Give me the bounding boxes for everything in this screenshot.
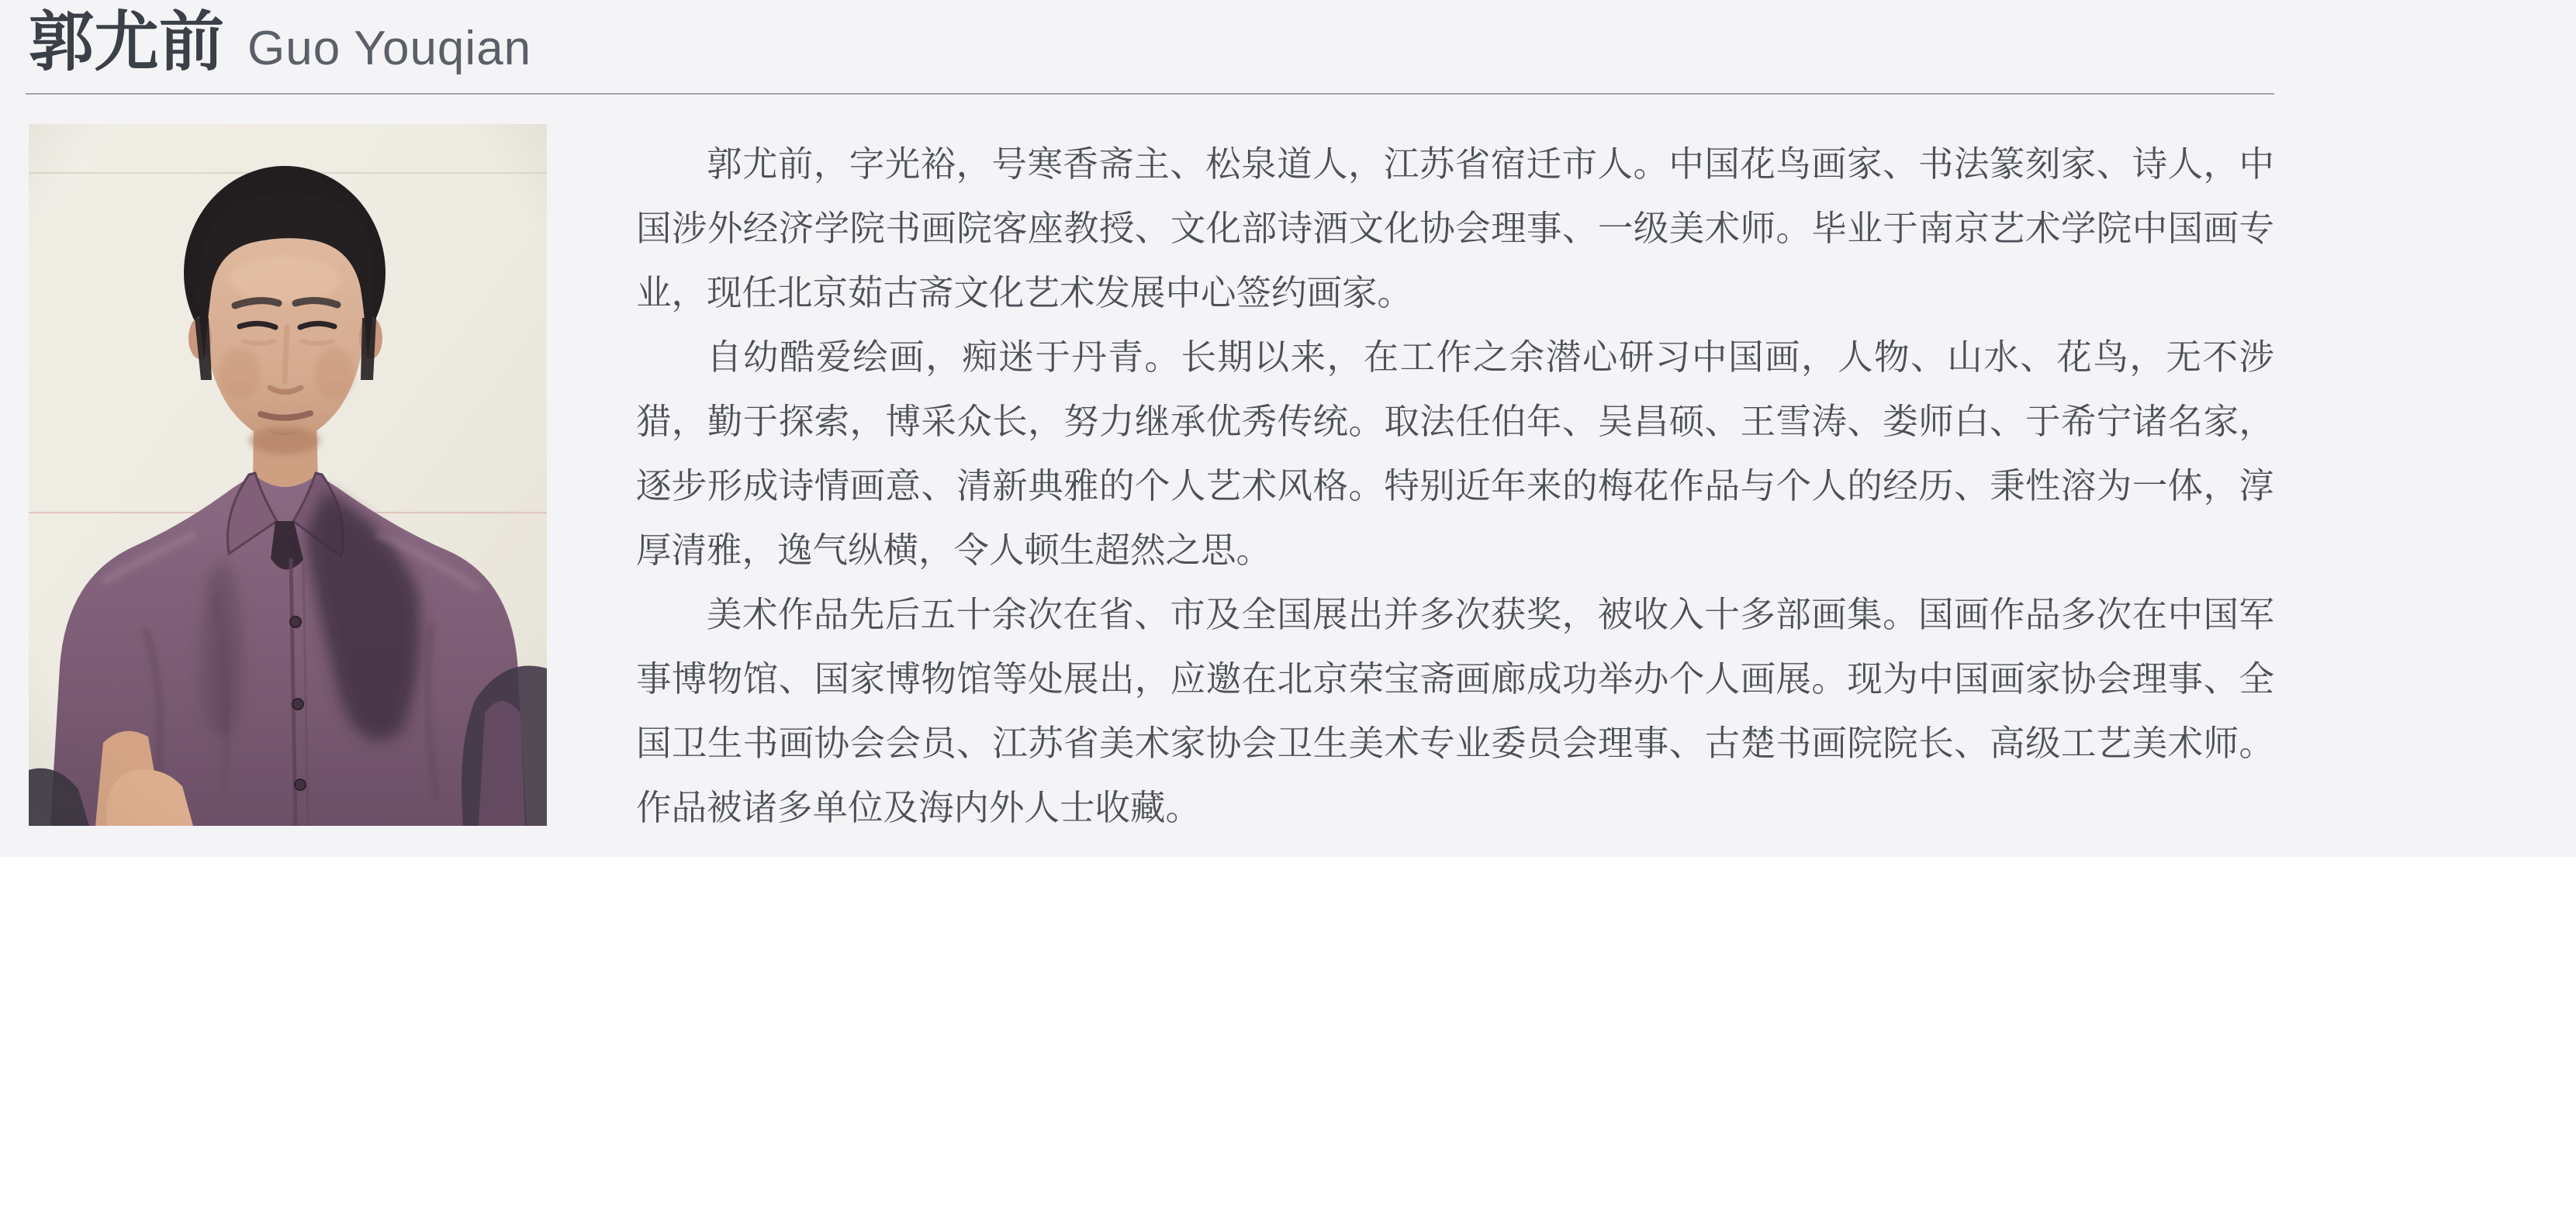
page-lower-whitespace: [0, 857, 2576, 1219]
artist-name-chinese: 郭尤前: [29, 5, 225, 78]
bio-paragraph-1: 郭尤前，字光裕，号寒香斋主、松泉道人，江苏省宿迁市人。中国花鸟画家、书法篆刻家、诗人，中国涉外经济学院书画院客座教授、文化部诗酒文化协会理事、一级美术师。毕业于南京艺术学院中国画专业，现任北京茹古斋文化艺术发展中心签约画家。: [636, 144, 2274, 313]
bio-text: [636, 132, 2274, 840]
artist-name-pinyin: Guo Youqian: [247, 22, 532, 75]
bio-paragraph-3: 美术作品先后五十余次在省、市及全国展出并多次获奖，被收入十多部画集。国画作品多次在中国军事博物馆、国家博物馆等处展出，应邀在北京荣宝斋画廊成功举办个人画展。现为中国画家协会理事、全国卫生书画协会会员、江苏省美术家协会卫生美术专业委员会理事、古楚书画院院长、高级工艺美术师。作品被诸多单位及海内外人士收藏。: [636, 595, 2274, 827]
header-divider: [26, 93, 2274, 95]
artist-portrait-photo: [29, 124, 547, 826]
portrait-illustration: [29, 124, 547, 826]
bio-paragraph-2: 自幼酷爱绘画，痴迷于丹青。长期以来，在工作之余潜心研习中国画，人物、山水、花鸟，无不涉猎，勤于探索，博采众长，努力继承优秀传统。取法任伯年、吴昌硕、王雪涛、娄师白、于希宁诸名家，逐步形成诗情画意、清新典雅的个人艺术风格。特别近年来的梅花作品与个人的经历、秉性溶为一体，淳厚清雅，逸气纵横，令人顿生超然之思。: [636, 337, 2274, 570]
bio-header: [29, 0, 531, 93]
